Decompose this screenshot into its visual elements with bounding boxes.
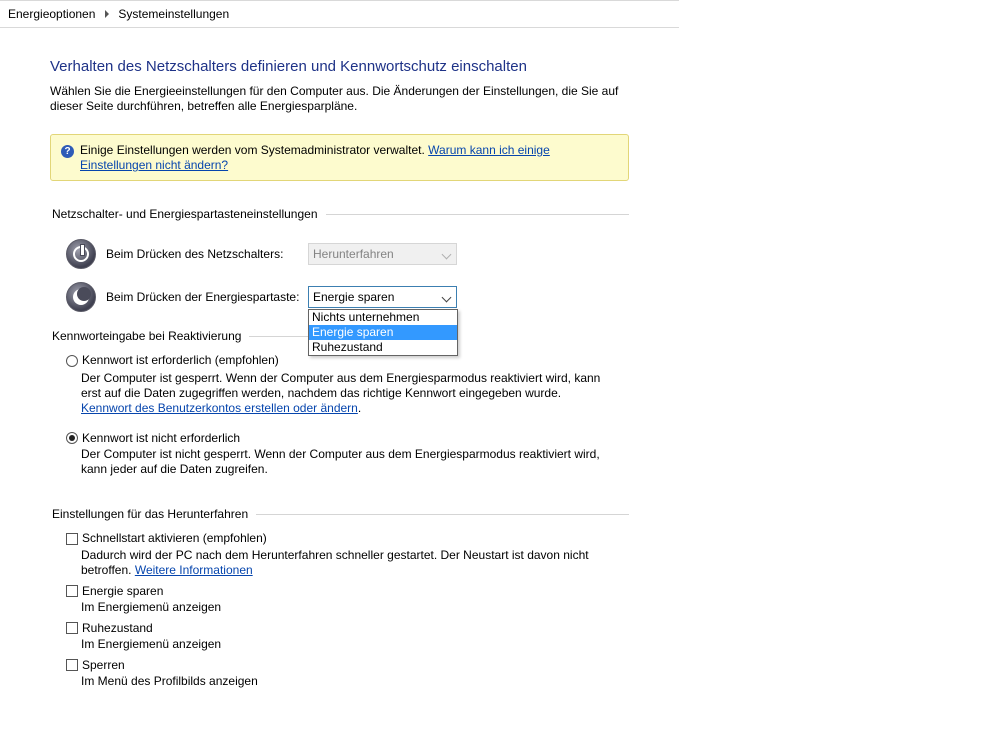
more-info-link[interactable]: Weitere Informationen	[134, 563, 253, 577]
sleep-button-row	[66, 282, 96, 312]
breadcrumb-energieoptionen[interactable]: Energieoptionen	[8, 7, 96, 21]
sleep-menu-checkbox[interactable]	[66, 585, 78, 597]
sleep-button-label: Beim Drücken der Energiespartaste:	[106, 290, 300, 304]
power-button-icon	[66, 239, 96, 269]
password-not-required-description: Der Computer ist nicht gesperrt. Wenn der Computer aus dem Energiesparmodus reaktiviert wird, kann jeder auf die Daten zugreifen.	[81, 447, 600, 476]
hibernate-menu-label[interactable]: Ruhezustand	[82, 621, 153, 635]
fast-startup-checkbox[interactable]	[66, 533, 78, 545]
password-required-label[interactable]: Kennwort ist erforderlich (empfohlen)	[82, 353, 279, 367]
hibernate-menu-checkbox[interactable]	[66, 622, 78, 634]
password-required-text: Der Computer ist gesperrt. Wenn der Computer aus dem Energiesparmodus reaktiviert wird, kann erst auf die Daten zugegriffen werden, nachdem das richtige Kennwort eingegeben wurde.	[81, 371, 601, 400]
shutdown-section-title: Einstellungen für das Herunterfahren	[52, 507, 249, 521]
dropdown-option-sleep[interactable]: Energie sparen	[309, 325, 457, 340]
admin-info-message: Einige Einstellungen werden vom Systemadministrator verwaltet.	[80, 143, 425, 157]
question-shield-icon: ?	[61, 145, 74, 158]
password-not-required-radio[interactable]	[66, 432, 78, 444]
lock-menu-description: Im Menü des Profilbilds anzeigen	[81, 674, 258, 688]
power-button-select	[308, 243, 457, 265]
breadcrumb	[0, 0, 679, 28]
sleep-menu-description: Im Energiemenü anzeigen	[81, 600, 222, 614]
password-required-radio[interactable]	[66, 355, 78, 367]
password-not-required-label[interactable]: Kennwort ist nicht erforderlich	[82, 431, 241, 445]
fast-startup-description	[81, 548, 591, 578]
buttons-section-heading	[52, 207, 629, 221]
lock-menu-checkbox[interactable]	[66, 659, 78, 671]
sleep-menu-label[interactable]: Energie sparen	[82, 584, 164, 598]
divider	[256, 514, 629, 515]
fast-startup-text: Dadurch wird der PC nach dem Herunterfahren schneller gestartet. Der Neustart ist davon nicht betroffen.	[81, 548, 589, 577]
password-section-heading	[52, 329, 314, 343]
power-button-label: Beim Drücken des Netzschalters:	[106, 247, 284, 261]
dropdown-option-nothing[interactable]: Nichts unternehmen	[312, 310, 420, 324]
password-section-title: Kennworteingabe bei Reaktivierung	[52, 329, 242, 343]
divider	[249, 336, 314, 337]
dropdown-option-hibernate[interactable]: Ruhezustand	[312, 340, 383, 354]
page-intro: Wählen Sie die Energieeinstellungen für den Computer aus. Die Änderungen der Einstellungen, die Sie auf dieser Seite durchführen, betreffen alle Energiesparpläne.	[50, 84, 619, 113]
chevron-right-icon	[105, 10, 109, 18]
sleep-button-value: Energie sparen	[313, 290, 395, 304]
create-password-link[interactable]: Kennwort des Benutzerkontos erstellen oder ändern	[81, 401, 358, 415]
chevron-down-icon	[442, 293, 452, 303]
chevron-down-icon	[442, 250, 452, 260]
admin-info-banner	[50, 134, 629, 181]
sleep-button-dropdown-list	[308, 309, 458, 356]
breadcrumb-systemeinstellungen[interactable]: Systemeinstellungen	[118, 7, 230, 21]
lock-menu-label[interactable]: Sperren	[82, 658, 125, 672]
shutdown-section-heading	[52, 507, 629, 521]
fast-startup-label[interactable]: Schnellstart aktivieren (empfohlen)	[82, 531, 267, 545]
page-title: Verhalten des Netzschalters definieren und Kennwortschutz einschalten	[50, 58, 527, 75]
power-button-value: Herunterfahren	[313, 247, 394, 261]
buttons-section-title: Netzschalter- und Energiespartasteneinstellungen	[52, 207, 318, 221]
power-button-row	[66, 239, 96, 269]
admin-info-text	[80, 143, 625, 173]
hibernate-menu-description: Im Energiemenü anzeigen	[81, 637, 222, 651]
sleep-button-select[interactable]	[308, 286, 457, 308]
password-required-description: Der Computer ist gesperrt. Wenn der Computer aus dem Energiesparmodus reaktiviert wird, kann erst auf die Daten zugegriffen werden, nachdem das richtige Kennwort eingegeben wurde. Kennwort des Benutzerkontos erstellen oder ändern.	[81, 371, 601, 415]
sleep-button-icon	[66, 282, 96, 312]
divider	[326, 214, 629, 215]
why-settings-link[interactable]: Warum kann ich einige Einstellungen nicht ändern?	[80, 143, 550, 172]
